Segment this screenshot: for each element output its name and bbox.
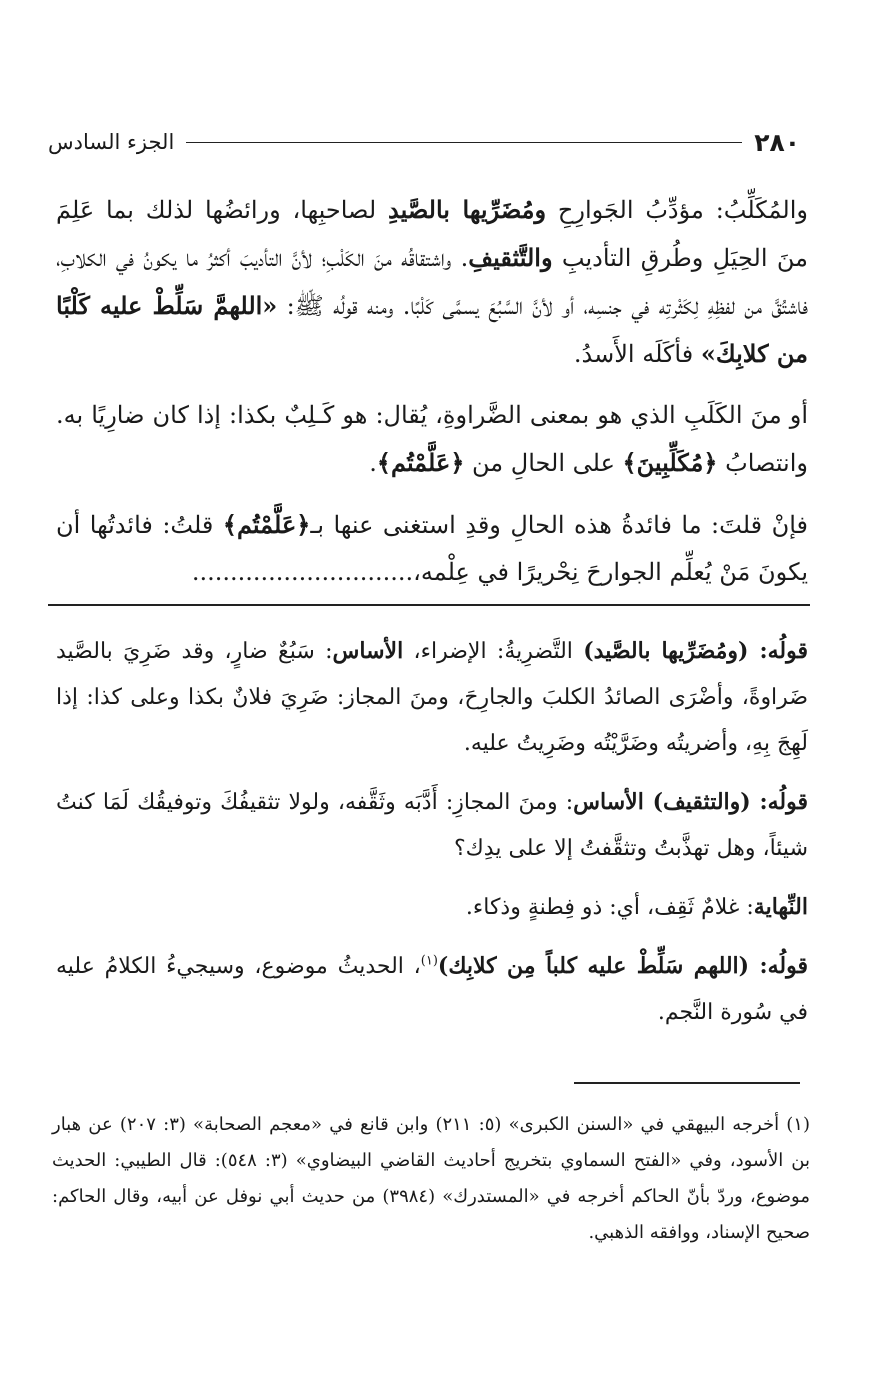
main-paragraph-1 bbox=[56, 186, 808, 378]
commentary-lemma: قولُه: (ومُضَرِّيها بالصَّيد) bbox=[583, 638, 808, 664]
footnote-rule bbox=[574, 1082, 800, 1084]
main-paragraph-2 bbox=[56, 392, 808, 487]
quran-quote: ﴿مُكَلِّبِينَ﴾ bbox=[622, 448, 718, 477]
footnotes bbox=[52, 1107, 810, 1251]
commentary-text bbox=[56, 628, 808, 1036]
text-run: ، الحديثُ موضوع، وسيجيءُ الكلامُ عليه في سُورة النَّجم. bbox=[56, 954, 808, 1025]
source-name: الأساس bbox=[332, 638, 404, 664]
footnote-1: (١) أخرجه البيهقي في «السنن الكبرى» (٥: ٢١١) وابن قانع في «معجم الصحابة» (٣: ٢٠٧) عن هبار بن الأسود، وفي «الفتح السماوي بتخريج أحاديث القاضي البيضاوي» (٣: ٥٤٨): قال الطيبي: الحديث موضوع، وردّ بأنّ الحاكم أخرجه في «المستدرك» (٣٩٨٤) من حديث أبي نوفل عن أبيه، وقال الحاكم: صحيح الإسناد، ووافقه الذهبي. bbox=[52, 1114, 810, 1243]
text-run: . bbox=[369, 449, 377, 477]
quran-quote: ﴿عَلَّمْتُم﴾ bbox=[376, 448, 465, 477]
commentary-lemma: قولُه: (والتثقيف) bbox=[652, 789, 808, 815]
commentary-paragraph-4 bbox=[56, 943, 808, 1036]
continuation-dots: ............................. bbox=[191, 558, 414, 586]
text-run: على الحالِ من bbox=[464, 449, 623, 477]
commentary-lemma: قولُه: (اللهم سَلِّطْ عليه كلباً مِن كلابِك) bbox=[437, 953, 809, 979]
bold-term: ومُضَرِّيها بالصَّيدِ bbox=[388, 195, 547, 224]
commentary-paragraph-2 bbox=[56, 779, 808, 872]
text-run: لصاحبِها، ورائضُها لذلك بما عَلِمَ منَ الحِيَلِ وطُرقِ التأديبِ bbox=[56, 196, 808, 272]
commentary-paragraph-1 bbox=[56, 628, 808, 767]
footnote-marker: (١) bbox=[420, 953, 438, 969]
running-header bbox=[48, 122, 800, 162]
source-name: الأساس bbox=[573, 789, 653, 815]
text-run: قلتُ: فائدتُها أن يكونَ مَنْ يُعلِّم الجوارحَ نِحْريرًا في عِلْمه، bbox=[56, 511, 808, 586]
commentary-paragraph-3 bbox=[56, 884, 808, 931]
text-run: . واشتقاقُه منَ الكَلْبِ؛ لأنَّ التأديبَ أكثرُ ما يكونُ في الكلابِ، فاشتُقَّ من لفظِهِ لِكَثْرتِه في جنسِه، أو لأنَّ السَّبُعَ يسمَّى كَلْبًا. ومنه قولُه ﷺ: bbox=[56, 244, 808, 320]
hadith-quote: «اللهمَّ سَلِّطْ عليه كَلْبًا من كلابِكَ» bbox=[56, 291, 808, 368]
text-run: فأكَلَه الأَسدُ. bbox=[573, 340, 701, 368]
page-number: ٢٨٠ bbox=[754, 127, 800, 157]
text-run: : سَبُعٌ ضارٍ، وقد ضَرِيَ بالصَّيد ضَراوةً، وأضْرَى الصائدُ الكلبَ والجارِحَ، ومنَ المجاز: ضَرِيَ فلانٌ بكذا وعلى كذا: إذا لَهِجَ بِهِ، وأضريتُه وضَرَّيْتُه وضَرِيتُ عليه. bbox=[56, 639, 808, 756]
source-name: النِّهاية bbox=[753, 894, 808, 920]
text-run: التَّضرِيةُ: الإضراء، bbox=[403, 639, 584, 664]
section-divider bbox=[48, 604, 810, 606]
text-run: أو منَ الكَلَبِ الذي هو بمعنى الضَّراوةِ، يُقال: هو كَـلِبٌ بكذا: إذا كان ضارِيًا به. وانتصابُ bbox=[56, 401, 808, 477]
main-text bbox=[56, 186, 808, 596]
text-run: والمُكَلِّبُ: مؤدِّبُ الجَوارِحِ bbox=[546, 196, 808, 224]
header-rule bbox=[186, 142, 742, 143]
bold-term: والتَّثقيفِ bbox=[468, 243, 553, 272]
main-paragraph-3 bbox=[56, 501, 808, 596]
chapter-title: الجزء السادس bbox=[48, 130, 175, 154]
text-run: : ومنَ المجازِ: أَدَّبَه وثَقَّفه، ولولا تثقيفُكَ وتوفيقُك لَمَا كنتُ شيئاً، وهل تهذَّبتُ وتثقَّفتُ إلا على يدِك؟ bbox=[56, 790, 808, 861]
quran-quote: ﴿عَلَّمْتُم﴾ bbox=[222, 510, 311, 539]
text-run: : غلامٌ ثَقِف، أي: ذو فِطنةٍ وذكاء. bbox=[465, 895, 754, 920]
text-run: فإنْ قلتَ: ما فائدةُ هذه الحالِ وقدِ استغنى عنها بـ bbox=[310, 511, 808, 539]
